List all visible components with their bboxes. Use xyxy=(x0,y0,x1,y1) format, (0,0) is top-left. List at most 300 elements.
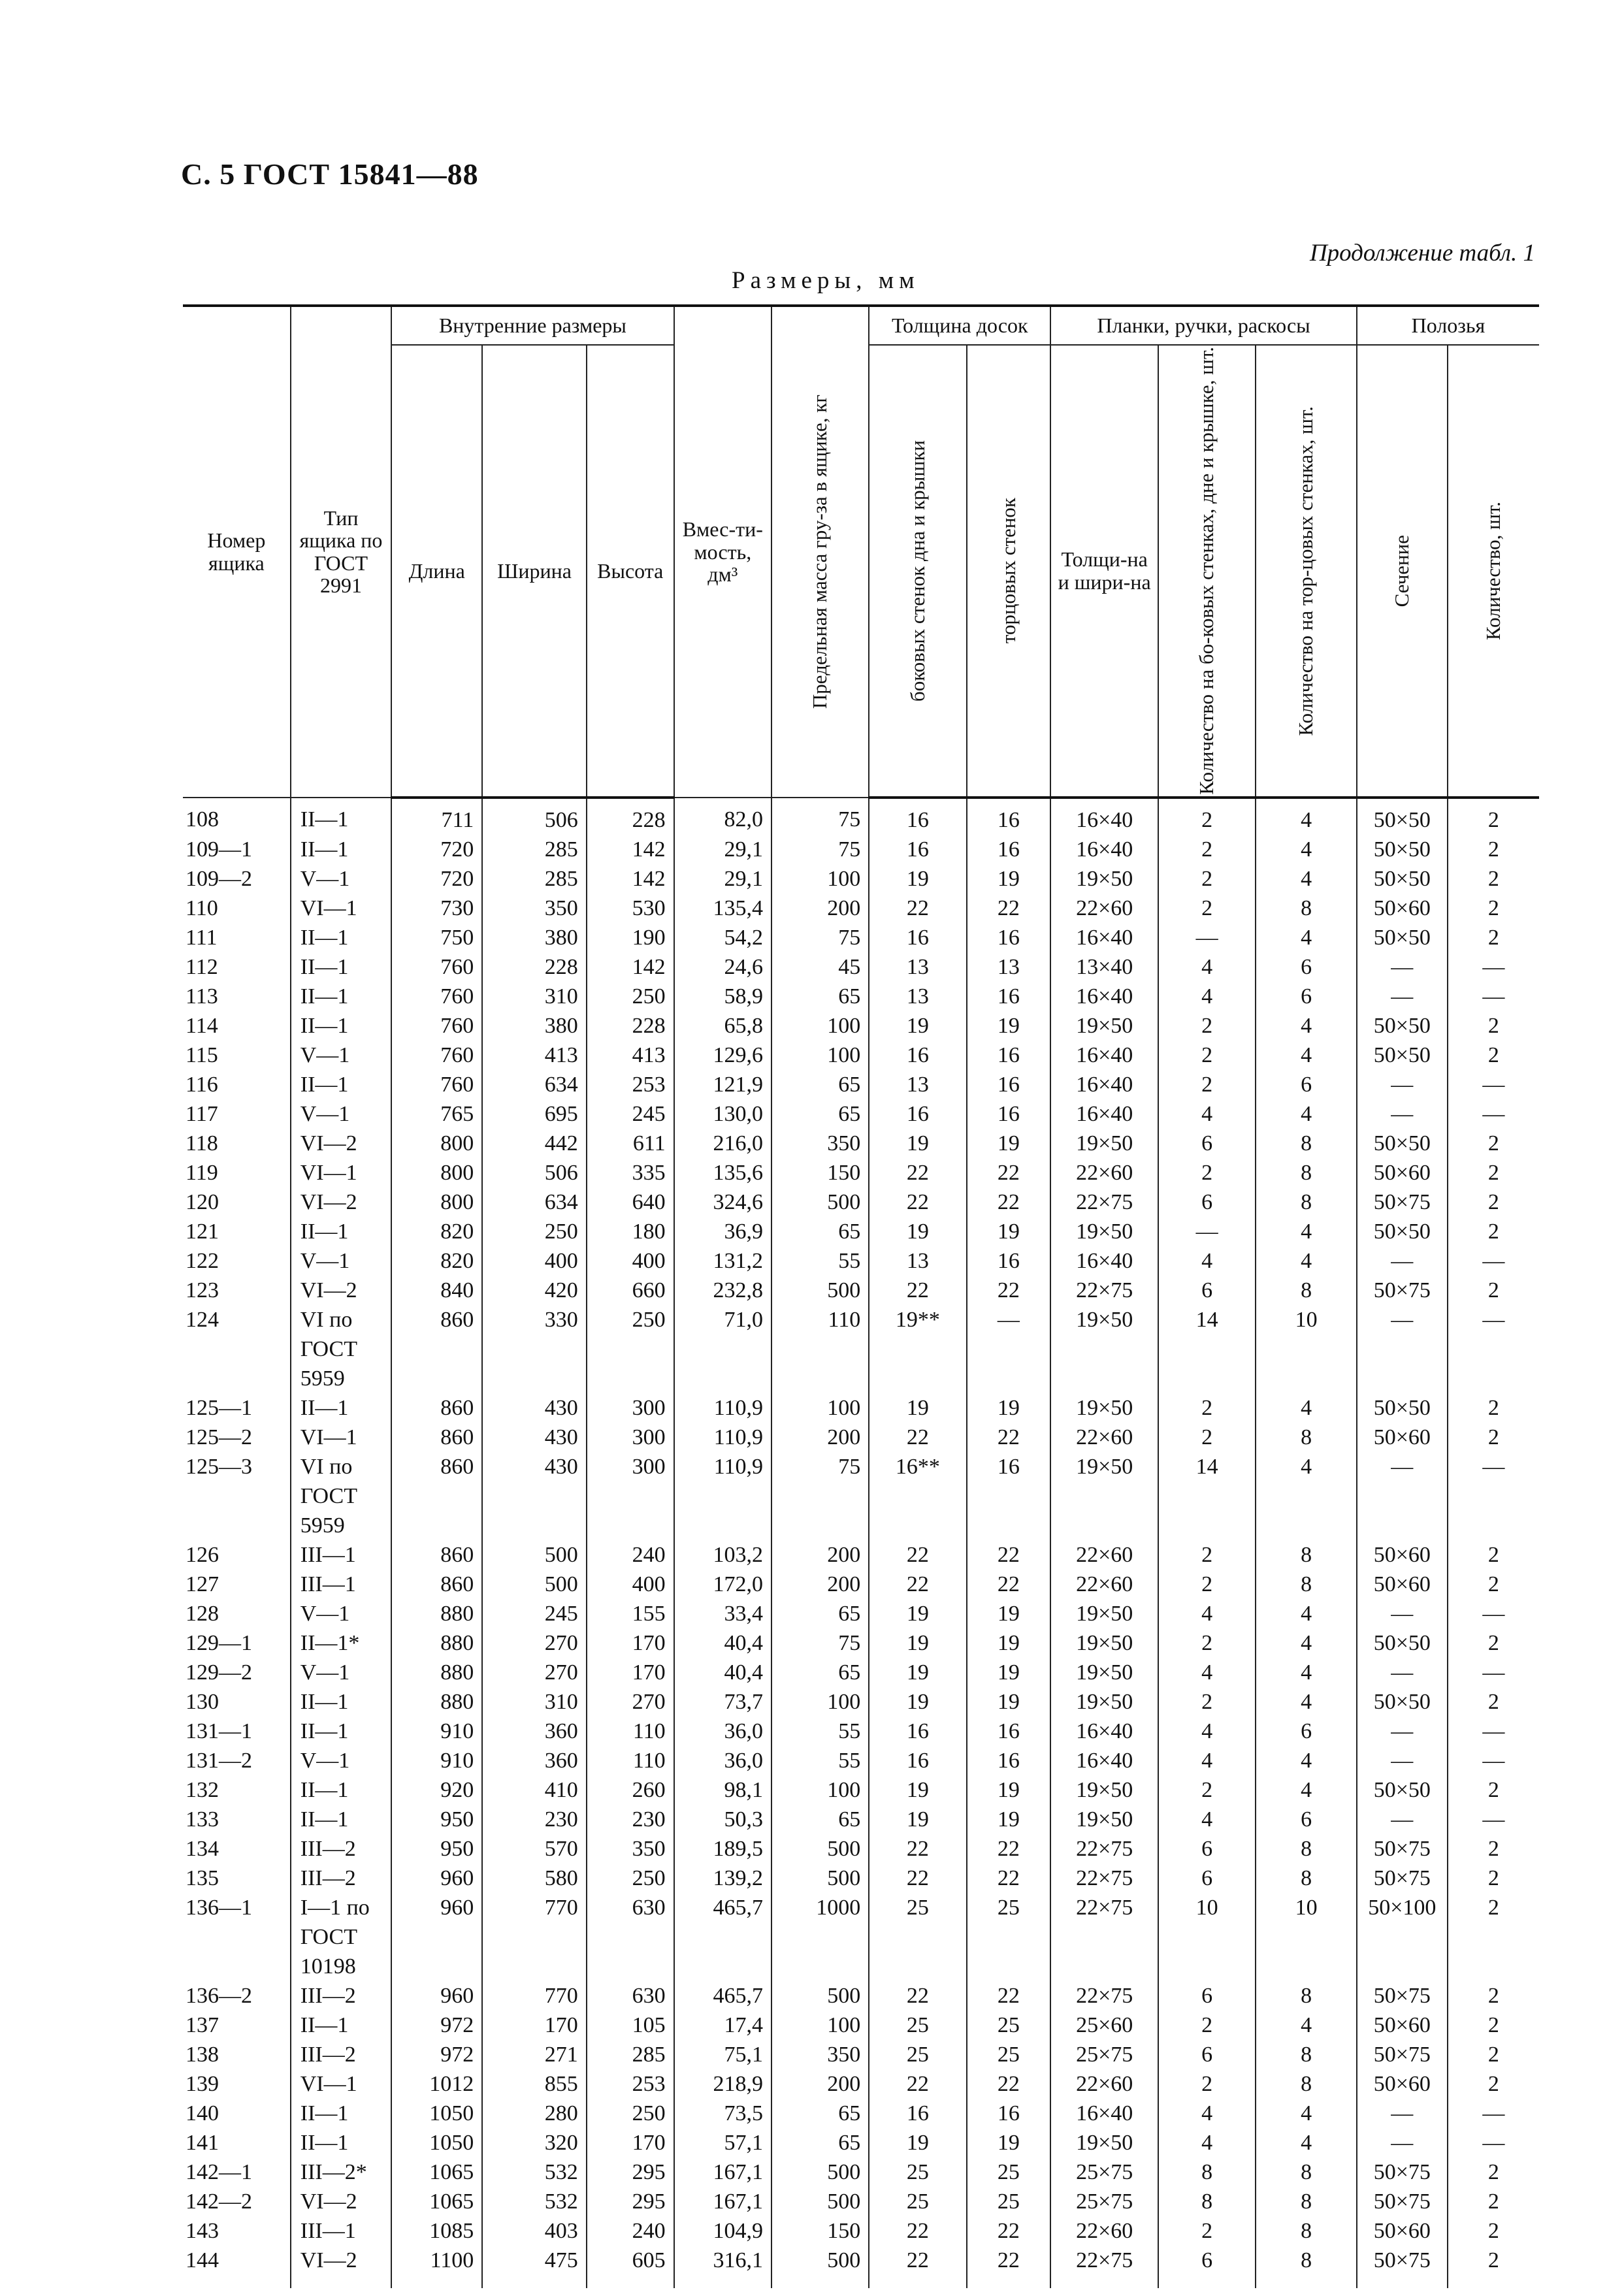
cell-length: 1012 xyxy=(391,2069,482,2099)
cell-quantity: — xyxy=(1448,1717,1539,1746)
cell-qty-side: 2 xyxy=(1158,1775,1256,1805)
table-row xyxy=(183,1276,1539,1305)
cell-qty-side: 2 xyxy=(1158,1158,1256,1187)
cell-max-mass: 100 xyxy=(771,1393,869,1423)
cell-width: 570 xyxy=(482,1834,587,1864)
cell-length: 860 xyxy=(391,1452,482,1540)
cell-capacity: 54,2 xyxy=(674,923,771,952)
table-row xyxy=(183,923,1539,952)
cell-box-number: 110 xyxy=(183,894,291,923)
cell-end-walls: 19 xyxy=(967,1628,1051,1658)
table-row xyxy=(183,1393,1539,1423)
cell-capacity: 50,3 xyxy=(674,1805,771,1834)
cell-box-number: 125—2 xyxy=(183,1423,291,1452)
cell-slat-size: 16×40 xyxy=(1050,1099,1158,1129)
cell-length: 1100 xyxy=(391,2246,482,2288)
cell-section: 50×60 xyxy=(1357,1570,1448,1599)
cell-qty-side: — xyxy=(1158,923,1256,952)
cell-qty-end: 8 xyxy=(1256,2069,1356,2099)
cell-side-walls: 25 xyxy=(869,2040,966,2069)
cell-height: 170 xyxy=(587,1628,674,1658)
cell-box-type: II—1 xyxy=(291,1217,391,1246)
cell-side-walls: 19 xyxy=(869,1011,966,1041)
cell-qty-end: 8 xyxy=(1256,1129,1356,1158)
cell-section: 50×50 xyxy=(1357,1687,1448,1717)
cell-quantity: 2 xyxy=(1448,798,1539,835)
cell-box-number: 112 xyxy=(183,952,291,982)
cell-side-walls: 19** xyxy=(869,1305,966,1393)
cell-quantity: 2 xyxy=(1448,835,1539,864)
cell-side-walls: 22 xyxy=(869,1570,966,1599)
cell-max-mass: 65 xyxy=(771,2099,869,2128)
cell-side-walls: 22 xyxy=(869,1158,966,1187)
cell-height: 170 xyxy=(587,1658,674,1687)
cell-slat-size: 22×60 xyxy=(1050,894,1158,923)
cell-max-mass: 500 xyxy=(771,2187,869,2216)
cell-qty-end: 8 xyxy=(1256,1187,1356,1217)
cell-section: 50×50 xyxy=(1357,1775,1448,1805)
cell-qty-end: 4 xyxy=(1256,1746,1356,1775)
table-row xyxy=(183,1217,1539,1246)
cell-qty-side: 2 xyxy=(1158,894,1256,923)
cell-qty-side: 14 xyxy=(1158,1305,1256,1393)
cell-side-walls: 25 xyxy=(869,2011,966,2040)
table-row xyxy=(183,2099,1539,2128)
cell-box-number: 115 xyxy=(183,1041,291,1070)
cell-length: 960 xyxy=(391,1893,482,1981)
cell-height: 110 xyxy=(587,1717,674,1746)
cell-height: 250 xyxy=(587,1305,674,1393)
cell-side-walls: 22 xyxy=(869,2246,966,2288)
units-caption: Размеры, мм xyxy=(732,267,920,294)
cell-slat-size: 16×40 xyxy=(1050,1746,1158,1775)
cell-end-walls: 22 xyxy=(967,894,1051,923)
table-row xyxy=(183,798,1539,835)
cell-quantity: 2 xyxy=(1448,1011,1539,1041)
cell-capacity: 129,6 xyxy=(674,1041,771,1070)
cell-qty-side: 2 xyxy=(1158,864,1256,894)
cell-box-type: III—1 xyxy=(291,2216,391,2246)
cell-section: — xyxy=(1357,1717,1448,1746)
cell-max-mass: 200 xyxy=(771,1423,869,1452)
cell-side-walls: 19 xyxy=(869,2128,966,2157)
cell-max-mass: 100 xyxy=(771,1011,869,1041)
cell-max-mass: 65 xyxy=(771,1217,869,1246)
cell-slat-size: 22×60 xyxy=(1050,1158,1158,1187)
cell-side-walls: 19 xyxy=(869,1393,966,1423)
cell-qty-side: 2 xyxy=(1158,1540,1256,1570)
table-row xyxy=(183,2216,1539,2246)
cell-side-walls: 16 xyxy=(869,1041,966,1070)
header-qty-side: Количество на бо-ковых стенках, дне и крышке, шт. xyxy=(1158,345,1256,798)
cell-quantity: — xyxy=(1448,1070,1539,1099)
cell-box-type: III—2 xyxy=(291,1834,391,1864)
header-slats: Планки, ручки, раскосы xyxy=(1050,306,1357,345)
cell-slat-size: 25×75 xyxy=(1050,2157,1158,2187)
cell-qty-end: 6 xyxy=(1256,1717,1356,1746)
cell-box-type: VI—1 xyxy=(291,1423,391,1452)
cell-end-walls: 19 xyxy=(967,1805,1051,1834)
cell-length: 760 xyxy=(391,1041,482,1070)
cell-side-walls: 16 xyxy=(869,923,966,952)
page-title: С. 5 ГОСТ 15841—88 xyxy=(181,157,479,191)
table-row xyxy=(183,982,1539,1011)
cell-end-walls: 22 xyxy=(967,1158,1051,1187)
cell-slat-size: 22×60 xyxy=(1050,2216,1158,2246)
cell-capacity: 167,1 xyxy=(674,2157,771,2187)
cell-section: 50×60 xyxy=(1357,1540,1448,1570)
cell-length: 1065 xyxy=(391,2157,482,2187)
cell-width: 245 xyxy=(482,1599,587,1628)
cell-capacity: 75,1 xyxy=(674,2040,771,2069)
cell-length: 1050 xyxy=(391,2099,482,2128)
cell-qty-end: 8 xyxy=(1256,894,1356,923)
cell-section: 50×75 xyxy=(1357,1864,1448,1893)
cell-width: 634 xyxy=(482,1187,587,1217)
cell-qty-side: 4 xyxy=(1158,1099,1256,1129)
cell-slat-size: 22×60 xyxy=(1050,1423,1158,1452)
cell-box-number: 139 xyxy=(183,2069,291,2099)
cell-section: 50×50 xyxy=(1357,1011,1448,1041)
cell-box-number: 134 xyxy=(183,1834,291,1864)
cell-qty-side: 4 xyxy=(1158,1658,1256,1687)
cell-height: 190 xyxy=(587,923,674,952)
cell-box-type: II—1 xyxy=(291,798,391,835)
cell-capacity: 65,8 xyxy=(674,1011,771,1041)
cell-width: 310 xyxy=(482,982,587,1011)
cell-box-number: 129—2 xyxy=(183,1658,291,1687)
header-box-type: Тип ящика по ГОСТ 2991 xyxy=(291,306,391,798)
cell-quantity: 2 xyxy=(1448,1217,1539,1246)
cell-end-walls: 19 xyxy=(967,1217,1051,1246)
cell-end-walls: 19 xyxy=(967,1393,1051,1423)
cell-height: 660 xyxy=(587,1276,674,1305)
cell-box-type: I—1 по ГОСТ 10198 xyxy=(291,1893,391,1981)
cell-length: 800 xyxy=(391,1129,482,1158)
cell-width: 170 xyxy=(482,2011,587,2040)
cell-slat-size: 22×60 xyxy=(1050,2069,1158,2099)
cell-max-mass: 500 xyxy=(771,1276,869,1305)
cell-slat-size: 16×40 xyxy=(1050,1717,1158,1746)
cell-section: — xyxy=(1357,1070,1448,1099)
header-inner-sizes: Внутренние размеры xyxy=(391,306,674,345)
cell-section: 50×75 xyxy=(1357,2040,1448,2069)
cell-qty-side: 2 xyxy=(1158,1070,1256,1099)
cell-max-mass: 200 xyxy=(771,2069,869,2099)
cell-qty-side: 6 xyxy=(1158,1129,1256,1158)
cell-qty-end: 8 xyxy=(1256,1540,1356,1570)
cell-qty-end: 4 xyxy=(1256,1041,1356,1070)
cell-capacity: 324,6 xyxy=(674,1187,771,1217)
cell-box-number: 131—2 xyxy=(183,1746,291,1775)
cell-box-type: II—1 xyxy=(291,2011,391,2040)
cell-box-number: 125—1 xyxy=(183,1393,291,1423)
cell-side-walls: 22 xyxy=(869,2069,966,2099)
cell-section: — xyxy=(1357,982,1448,1011)
cell-capacity: 172,0 xyxy=(674,1570,771,1599)
cell-box-type: VI—1 xyxy=(291,2069,391,2099)
cell-slat-size: 19×50 xyxy=(1050,1658,1158,1687)
cell-section: 50×50 xyxy=(1357,864,1448,894)
cell-box-type: VI—1 xyxy=(291,1158,391,1187)
cell-section: 50×60 xyxy=(1357,1158,1448,1187)
cell-length: 910 xyxy=(391,1717,482,1746)
cell-end-walls: 16 xyxy=(967,1452,1051,1540)
cell-section: — xyxy=(1357,1746,1448,1775)
cell-slat-size: 16×40 xyxy=(1050,1070,1158,1099)
cell-section: 50×75 xyxy=(1357,1276,1448,1305)
cell-qty-end: 4 xyxy=(1256,1099,1356,1129)
cell-width: 506 xyxy=(482,1158,587,1187)
cell-width: 634 xyxy=(482,1070,587,1099)
cell-box-number: 131—1 xyxy=(183,1717,291,1746)
cell-capacity: 139,2 xyxy=(674,1864,771,1893)
cell-capacity: 82,0 xyxy=(674,798,771,835)
cell-max-mass: 200 xyxy=(771,894,869,923)
cell-box-number: 127 xyxy=(183,1570,291,1599)
cell-box-type: VI—2 xyxy=(291,2187,391,2216)
cell-end-walls: 19 xyxy=(967,2128,1051,2157)
cell-section: — xyxy=(1357,2128,1448,2157)
box-dimensions-table xyxy=(183,304,1539,2288)
cell-box-type: II—1 xyxy=(291,1687,391,1717)
cell-length: 1050 xyxy=(391,2128,482,2157)
cell-capacity: 104,9 xyxy=(674,2216,771,2246)
cell-qty-side: 6 xyxy=(1158,1187,1256,1217)
cell-quantity: 2 xyxy=(1448,2011,1539,2040)
cell-qty-end: 8 xyxy=(1256,1834,1356,1864)
cell-height: 335 xyxy=(587,1158,674,1187)
cell-width: 410 xyxy=(482,1775,587,1805)
cell-box-number: 125—3 xyxy=(183,1452,291,1540)
cell-quantity: 2 xyxy=(1448,1570,1539,1599)
cell-section: 50×75 xyxy=(1357,2157,1448,2187)
cell-box-type: II—1 xyxy=(291,1070,391,1099)
table-row xyxy=(183,1893,1539,1981)
cell-side-walls: 16 xyxy=(869,2099,966,2128)
cell-qty-side: 8 xyxy=(1158,2187,1256,2216)
cell-length: 820 xyxy=(391,1217,482,1246)
cell-qty-side: 4 xyxy=(1158,1717,1256,1746)
cell-qty-end: 4 xyxy=(1256,2099,1356,2128)
cell-width: 360 xyxy=(482,1717,587,1746)
cell-end-walls: 22 xyxy=(967,1981,1051,2011)
cell-width: 320 xyxy=(482,2128,587,2157)
cell-side-walls: 25 xyxy=(869,2187,966,2216)
cell-length: 880 xyxy=(391,1599,482,1628)
cell-height: 300 xyxy=(587,1423,674,1452)
header-max-mass: Предельная масса гру-за в ящике, кг xyxy=(771,306,869,798)
cell-slat-size: 19×50 xyxy=(1050,1628,1158,1658)
cell-length: 950 xyxy=(391,1834,482,1864)
cell-side-walls: 16 xyxy=(869,798,966,835)
cell-box-number: 126 xyxy=(183,1540,291,1570)
table-row xyxy=(183,835,1539,864)
header-side-walls: боковых стенок дна и крышки xyxy=(869,345,966,798)
cell-height: 530 xyxy=(587,894,674,923)
cell-capacity: 465,7 xyxy=(674,1893,771,1981)
cell-max-mass: 100 xyxy=(771,1687,869,1717)
cell-qty-side: 8 xyxy=(1158,2157,1256,2187)
cell-max-mass: 75 xyxy=(771,798,869,835)
cell-width: 695 xyxy=(482,1099,587,1129)
cell-side-walls: 16** xyxy=(869,1452,966,1540)
header-box-number: Номер ящика xyxy=(183,306,291,798)
header-capacity: Вмес-ти-мость, дм³ xyxy=(674,306,771,798)
cell-end-walls: 16 xyxy=(967,1099,1051,1129)
cell-box-type: II—1 xyxy=(291,835,391,864)
table-row xyxy=(183,1746,1539,1775)
table-row xyxy=(183,2040,1539,2069)
header-end-walls: торцовых стенок xyxy=(967,345,1051,798)
cell-capacity: 71,0 xyxy=(674,1305,771,1393)
cell-length: 750 xyxy=(391,923,482,952)
cell-max-mass: 65 xyxy=(771,1070,869,1099)
cell-max-mass: 200 xyxy=(771,1570,869,1599)
cell-capacity: 36,0 xyxy=(674,1746,771,1775)
cell-qty-end: 6 xyxy=(1256,952,1356,982)
cell-max-mass: 500 xyxy=(771,2157,869,2187)
cell-box-type: V—1 xyxy=(291,1658,391,1687)
cell-quantity: 2 xyxy=(1448,1158,1539,1187)
cell-length: 720 xyxy=(391,835,482,864)
cell-quantity: — xyxy=(1448,1599,1539,1628)
cell-quantity: — xyxy=(1448,1452,1539,1540)
cell-width: 380 xyxy=(482,923,587,952)
cell-length: 860 xyxy=(391,1423,482,1452)
cell-section: 50×100 xyxy=(1357,1893,1448,1981)
cell-quantity: 2 xyxy=(1448,1276,1539,1305)
cell-length: 720 xyxy=(391,864,482,894)
cell-max-mass: 75 xyxy=(771,1452,869,1540)
cell-max-mass: 65 xyxy=(771,1599,869,1628)
cell-length: 972 xyxy=(391,2011,482,2040)
table-row xyxy=(183,894,1539,923)
table-row xyxy=(183,2069,1539,2099)
cell-end-walls: 16 xyxy=(967,1717,1051,1746)
cell-length: 880 xyxy=(391,1658,482,1687)
cell-qty-side: 2 xyxy=(1158,2011,1256,2040)
cell-capacity: 24,6 xyxy=(674,952,771,982)
cell-height: 285 xyxy=(587,2040,674,2069)
cell-height: 230 xyxy=(587,1805,674,1834)
cell-qty-end: 4 xyxy=(1256,1452,1356,1540)
cell-length: 950 xyxy=(391,1805,482,1834)
cell-section: — xyxy=(1357,1099,1448,1129)
cell-qty-end: 4 xyxy=(1256,1217,1356,1246)
cell-capacity: 131,2 xyxy=(674,1246,771,1276)
cell-box-type: VI—2 xyxy=(291,1276,391,1305)
cell-box-type: II—1 xyxy=(291,1717,391,1746)
cell-slat-size: 19×50 xyxy=(1050,1305,1158,1393)
cell-max-mass: 100 xyxy=(771,2011,869,2040)
cell-quantity: 2 xyxy=(1448,1628,1539,1658)
cell-width: 400 xyxy=(482,1246,587,1276)
cell-max-mass: 65 xyxy=(771,982,869,1011)
cell-width: 228 xyxy=(482,952,587,982)
cell-end-walls: 16 xyxy=(967,798,1051,835)
cell-box-number: 133 xyxy=(183,1805,291,1834)
cell-side-walls: 19 xyxy=(869,1628,966,1658)
cell-end-walls: 19 xyxy=(967,1599,1051,1628)
cell-height: 142 xyxy=(587,952,674,982)
cell-qty-side: 4 xyxy=(1158,1246,1256,1276)
cell-qty-side: 6 xyxy=(1158,1834,1256,1864)
cell-qty-side: 4 xyxy=(1158,2128,1256,2157)
cell-qty-end: 4 xyxy=(1256,1393,1356,1423)
cell-capacity: 57,1 xyxy=(674,2128,771,2157)
table-row xyxy=(183,1129,1539,1158)
cell-qty-end: 8 xyxy=(1256,1276,1356,1305)
cell-end-walls: 22 xyxy=(967,1864,1051,1893)
cell-qty-side: 2 xyxy=(1158,1011,1256,1041)
cell-quantity: 2 xyxy=(1448,1129,1539,1158)
cell-section: — xyxy=(1357,1246,1448,1276)
cell-qty-end: 4 xyxy=(1256,923,1356,952)
cell-qty-end: 4 xyxy=(1256,2128,1356,2157)
cell-box-type: III—2 xyxy=(291,2040,391,2069)
cell-width: 430 xyxy=(482,1423,587,1452)
cell-qty-end: 6 xyxy=(1256,1070,1356,1099)
cell-width: 350 xyxy=(482,894,587,923)
cell-box-type: V—1 xyxy=(291,1099,391,1129)
cell-width: 500 xyxy=(482,1540,587,1570)
cell-side-walls: 22 xyxy=(869,1834,966,1864)
cell-section: — xyxy=(1357,1305,1448,1393)
table-row xyxy=(183,1246,1539,1276)
cell-slat-size: 22×75 xyxy=(1050,2246,1158,2288)
cell-quantity: 2 xyxy=(1448,2246,1539,2288)
cell-qty-side: 6 xyxy=(1158,1276,1256,1305)
cell-length: 820 xyxy=(391,1246,482,1276)
cell-qty-side: 2 xyxy=(1158,835,1256,864)
cell-box-number: 116 xyxy=(183,1070,291,1099)
cell-qty-side: 4 xyxy=(1158,1746,1256,1775)
cell-side-walls: 22 xyxy=(869,1540,966,1570)
cell-qty-end: 4 xyxy=(1256,2011,1356,2040)
header-board-thickness: Толщина досок xyxy=(869,306,1050,345)
cell-box-type: II—1 xyxy=(291,1393,391,1423)
cell-box-type: V—1 xyxy=(291,1041,391,1070)
cell-slat-size: 19×50 xyxy=(1050,1599,1158,1628)
cell-width: 855 xyxy=(482,2069,587,2099)
cell-section: 50×60 xyxy=(1357,894,1448,923)
cell-box-number: 108 xyxy=(183,798,291,835)
cell-qty-end: 4 xyxy=(1256,835,1356,864)
cell-height: 250 xyxy=(587,982,674,1011)
cell-qty-end: 8 xyxy=(1256,1981,1356,2011)
cell-max-mass: 150 xyxy=(771,1158,869,1187)
cell-width: 360 xyxy=(482,1746,587,1775)
cell-height: 105 xyxy=(587,2011,674,2040)
cell-section: 50×60 xyxy=(1357,2069,1448,2099)
table-row xyxy=(183,1305,1539,1393)
cell-qty-side: 4 xyxy=(1158,982,1256,1011)
cell-slat-size: 19×50 xyxy=(1050,1393,1158,1423)
cell-box-number: 109—1 xyxy=(183,835,291,864)
cell-width: 413 xyxy=(482,1041,587,1070)
cell-qty-side: 2 xyxy=(1158,1041,1256,1070)
cell-width: 285 xyxy=(482,835,587,864)
cell-length: 760 xyxy=(391,1011,482,1041)
cell-slat-size: 16×40 xyxy=(1050,982,1158,1011)
cell-height: 270 xyxy=(587,1687,674,1717)
cell-quantity: 2 xyxy=(1448,1775,1539,1805)
cell-slat-size: 22×75 xyxy=(1050,1864,1158,1893)
cell-section: — xyxy=(1357,1805,1448,1834)
cell-capacity: 167,1 xyxy=(674,2187,771,2216)
cell-width: 230 xyxy=(482,1805,587,1834)
